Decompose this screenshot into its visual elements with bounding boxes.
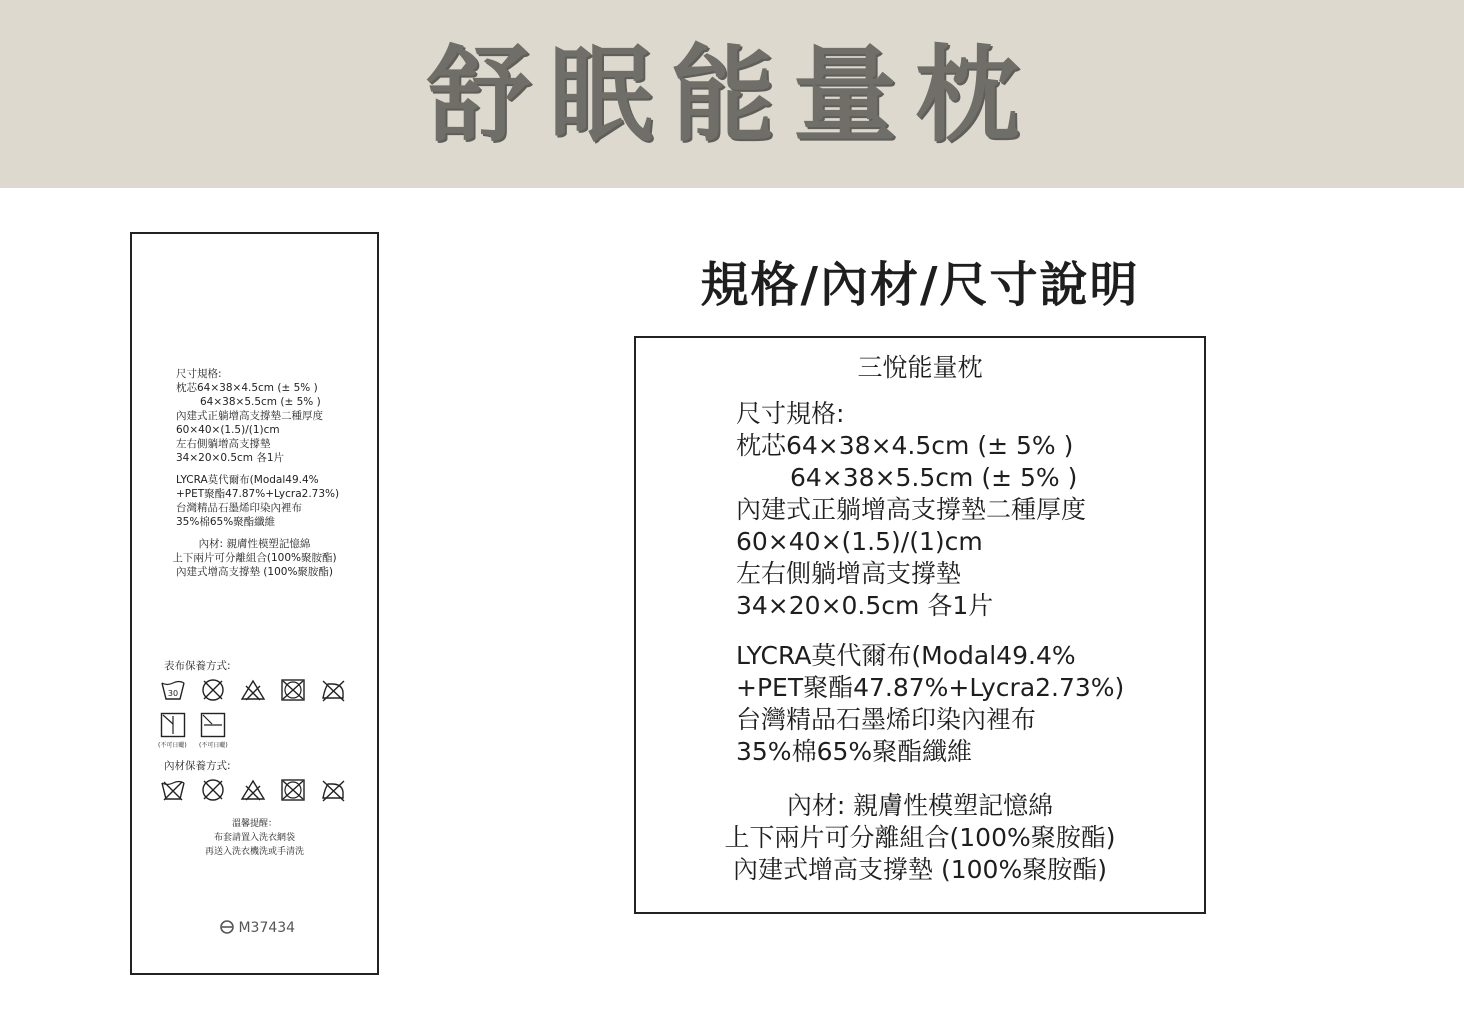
spec-inner-line: 上下兩片可分離組合(100%聚胺酯) xyxy=(724,823,1116,852)
tag-size-line: 34×20×0.5cm 各1片 xyxy=(176,452,285,464)
spec-fabric-line: LYCRA莫代爾布(Modal49.4% xyxy=(736,641,1076,670)
no-tumble-dry-icon xyxy=(280,778,306,802)
no-wash-icon xyxy=(160,778,186,802)
spec-size-line: 34×20×0.5cm 各1片 xyxy=(736,591,994,620)
flat-dry-icon xyxy=(200,712,226,738)
product-title: 舒眠能量枕 xyxy=(426,34,1037,156)
tag-fabric-line: 台灣精品石墨烯印染內裡布 xyxy=(176,502,302,514)
drying-icons xyxy=(160,712,226,738)
dry-note: (不可日曬) xyxy=(199,742,228,749)
wash-30-icon xyxy=(160,678,186,702)
spec-inner-line: 內材: 親膚性模塑記憶綿 xyxy=(786,791,1054,820)
no-bleach-icon xyxy=(240,678,266,702)
no-bleach-icon xyxy=(240,778,266,802)
tag-size-heading: 尺寸規格: xyxy=(176,368,222,380)
header-banner xyxy=(0,0,1464,188)
cover-care-icons xyxy=(160,678,346,702)
tag-fabric-line: LYCRA莫代爾布(Modal49.4% xyxy=(176,474,319,486)
cover-care-heading: 表布保養方式: xyxy=(164,660,231,672)
svg-text:30: 30 xyxy=(167,689,179,698)
certification-icon xyxy=(220,920,234,934)
no-tumble-dry-icon xyxy=(280,678,306,702)
tag-fabric-line: 35%棉65%聚酯纖維 xyxy=(176,516,276,528)
reminder-line: 再送入洗衣機洗或手清洗 xyxy=(204,847,304,857)
tag-size-line: 內建式正躺增高支撐墊二種厚度 xyxy=(176,410,323,422)
tag-code xyxy=(220,920,295,936)
no-iron-icon xyxy=(320,778,346,802)
spec-fabric-line: 35%棉65%聚酯纖維 xyxy=(736,737,973,766)
tag-inner-line: 上下兩片可分離組合(100%聚胺酯) xyxy=(172,552,337,564)
no-dry-clean-icon xyxy=(200,778,226,802)
spec-size-heading: 尺寸規格: xyxy=(736,399,845,428)
no-dry-clean-icon xyxy=(200,678,226,702)
spec-inner-line: 內建式增高支撐墊 (100%聚胺酯) xyxy=(733,855,1107,884)
tag-size-line: 左右側躺增高支撐墊 xyxy=(176,438,271,450)
inner-care-heading: 內材保養方式: xyxy=(164,760,231,772)
spec-size-line: 枕芯64×38×4.5cm (± 5% ) xyxy=(736,431,1074,460)
spec-size-line: 左右側躺增高支撐墊 xyxy=(736,559,962,588)
inner-care-icons xyxy=(160,778,346,802)
tag-inner-line: 內建式增高支撐墊 (100%聚胺酯) xyxy=(175,566,334,578)
care-label-tag xyxy=(130,232,379,975)
spec-size-line: 60×40×(1.5)/(1)cm xyxy=(736,527,983,556)
spec-box xyxy=(634,336,1206,914)
spec-box-title: 三悅能量枕 xyxy=(857,353,983,382)
spec-fabric-line: 台灣精品石墨烯印染內裡布 xyxy=(736,705,1037,734)
spec-title: 規格/內材/尺寸說明 xyxy=(700,257,1140,313)
tag-inner-line: 內材: 親膚性模塑記憶綿 xyxy=(198,538,311,550)
dry-note: (不可日曬) xyxy=(158,742,187,749)
tag-fabric-line: +PET聚酯47.87%+Lycra2.73%) xyxy=(176,488,340,500)
reminder-line: 布套請置入洗衣網袋 xyxy=(213,833,295,843)
tag-size-line: 60×40×(1.5)/(1)cm xyxy=(176,424,280,436)
spec-size-line: 內建式正躺增高支撐墊二種厚度 xyxy=(736,495,1087,524)
reminder-line: 溫馨提醒： xyxy=(231,819,277,829)
no-iron-icon xyxy=(320,678,346,702)
spec-size-line: 64×38×5.5cm (± 5% ) xyxy=(790,463,1078,492)
tag-size-line: 64×38×5.5cm (± 5% ) xyxy=(200,396,321,408)
line-dry-icon xyxy=(160,712,186,738)
tag-size-line: 枕芯64×38×4.5cm (± 5% ) xyxy=(176,382,318,394)
spec-fabric-line: +PET聚酯47.87%+Lycra2.73%) xyxy=(736,673,1125,702)
tag-code-text: M37434 xyxy=(238,920,296,936)
